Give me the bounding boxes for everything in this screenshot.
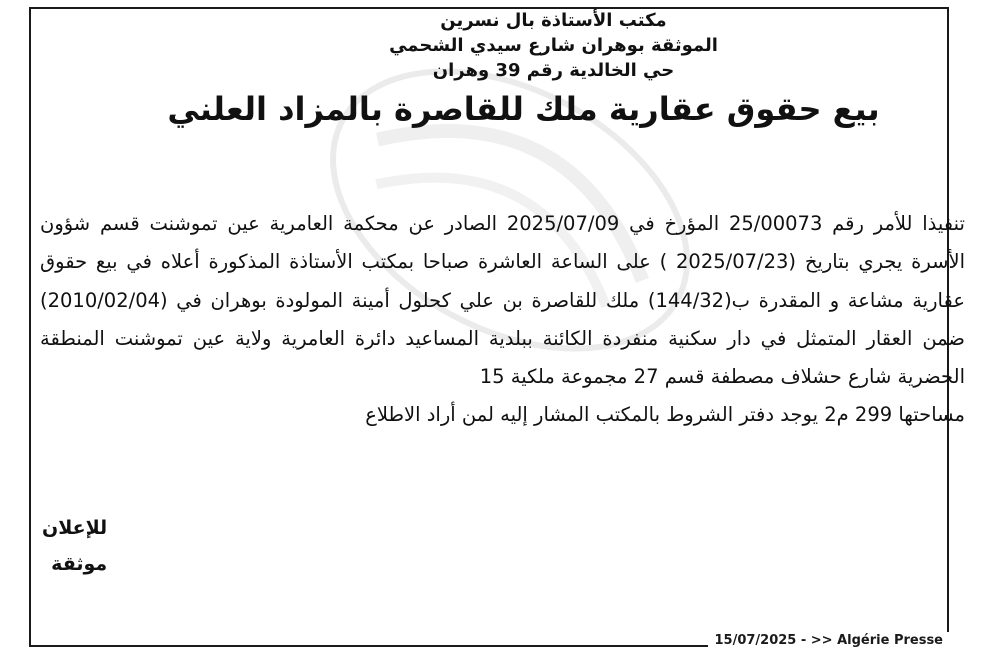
notice-title: بيع حقوق عقارية ملك للقاصرة بالمزاد العلني [167,90,880,128]
signature-block [42,510,107,582]
signature-notary: موثقة [51,553,108,575]
notice-body [40,205,965,435]
source-footer: 15/07/2025 - >> Algérie Presse [708,632,949,650]
notice-header [0,8,987,133]
notice-paragraph: تنفيذا للأمر رقم 25/00073 المؤرخ في 2025/07/09 الصادر عن محكمة العامرية عين تموشنت قسم شؤون الأسرة يجري بتاريخ (2025/07/23 ) على الساعة العاشرة صباحا بمكتب الأستاذة المذكورة أعلاه في بيع حقوق عقارية مشاعة و المقدرة ب(144/32) ملك للقاصرة بن علي كحلول أمينة المولودة بوهران في (2010/02/04) ضمن العقار المتمثل في دار سكنية منفردة الكائنة ببلدية المساعيد دائرة العامرية ولاية عين تموشنت المنطقة الحضرية شارع حشلاف مصطفة قسم 27 مجموعة ملكية 15 [40,212,966,389]
notice-last-line: مساحتها 299 م2 يوجد دفتر الشروط بالمكتب المشار إليه لمن أراد الاطلاع [365,403,965,427]
office-name: مكتب الأستاذة بال نسرين [440,10,667,31]
signature-announcement: للإعلان [42,517,108,539]
office-district: حي الخالدية رقم 39 وهران [432,60,675,81]
notary-address: الموثقة بوهران شارع سيدي الشحمي [389,35,718,56]
